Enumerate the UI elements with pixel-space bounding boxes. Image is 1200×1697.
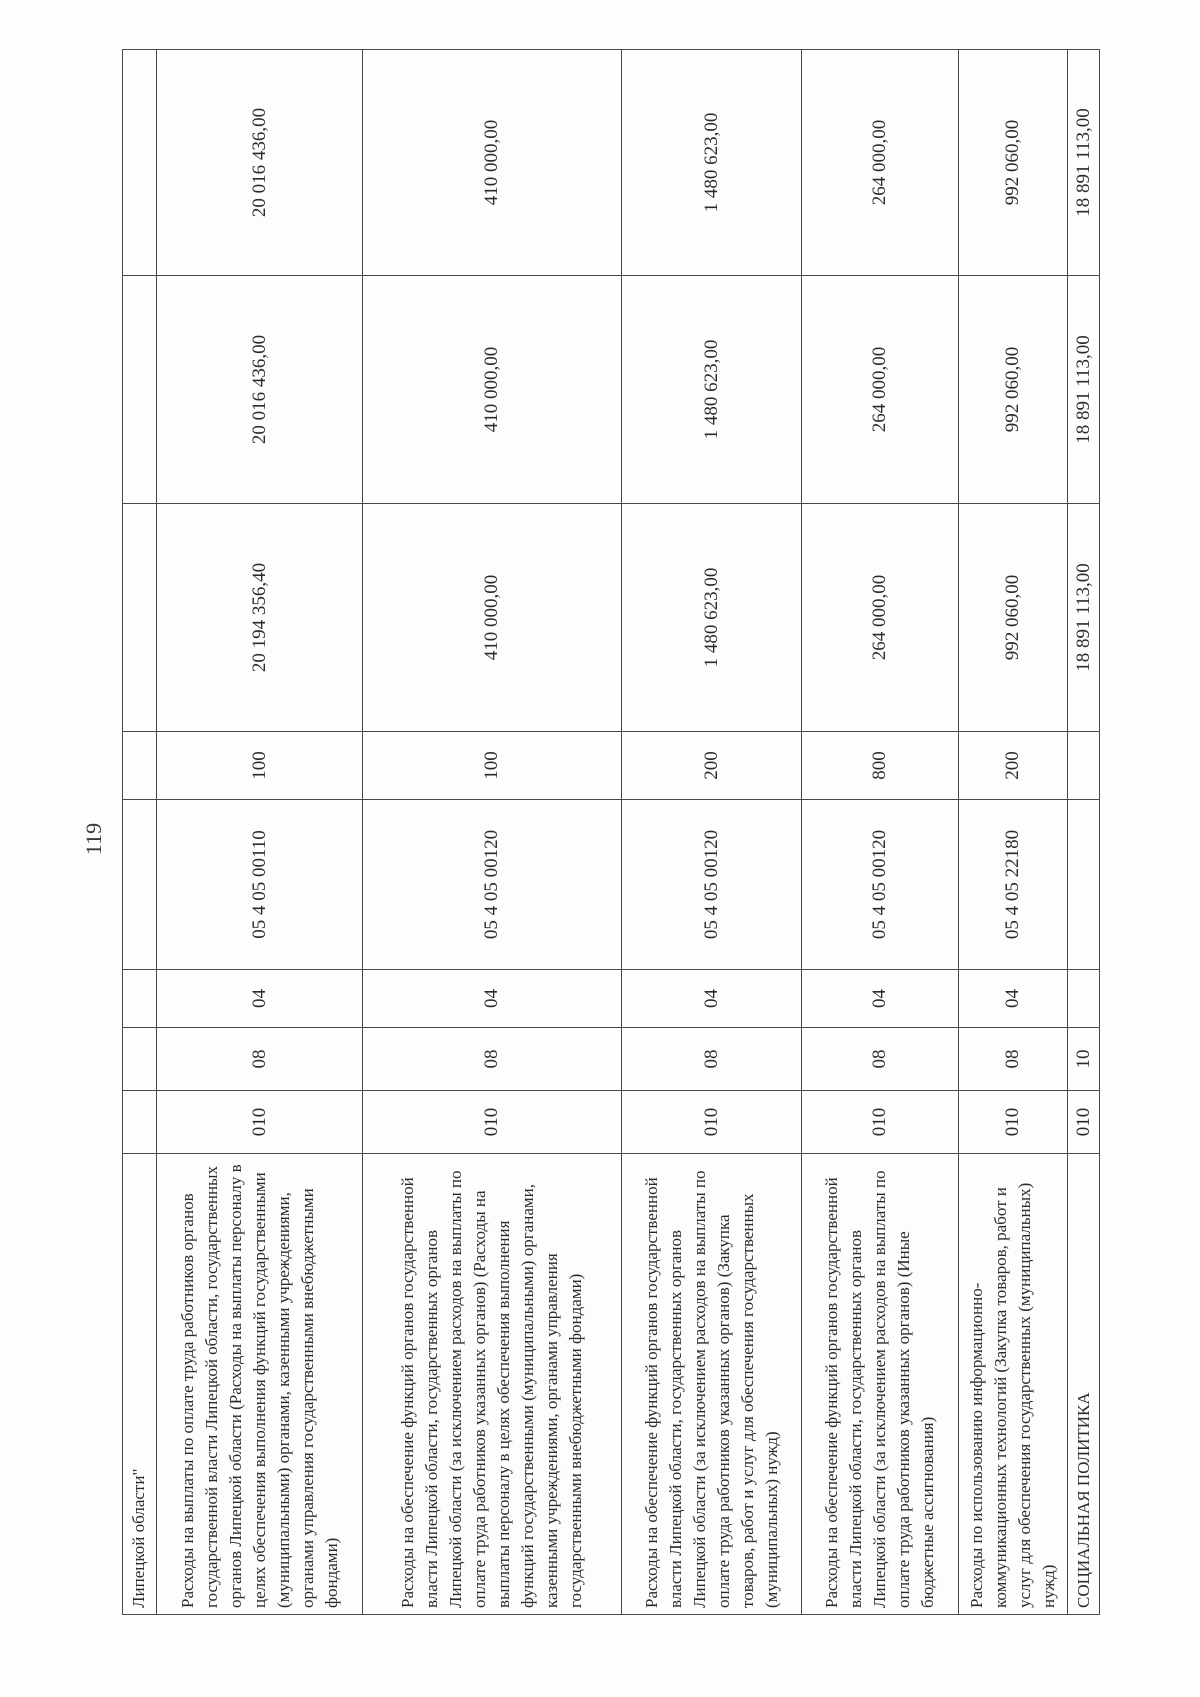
subsection-code <box>1068 970 1100 1028</box>
amount-3: 992 060,00 <box>958 50 1068 276</box>
row-name: Расходы на обеспечение функций органов государственной власти Липецкой области, государственных органов Липецкой области (за исключением расходов на выплаты по оплате труда работников указанных органов) (Иные бюджетные ассигнования) <box>801 1154 958 1615</box>
row-name: СОЦИАЛЬНАЯ ПОЛИТИКА <box>1068 1154 1100 1615</box>
admin-code: 010 <box>156 1091 363 1154</box>
table-row <box>622 50 802 1615</box>
amount-2: 1 480 623,00 <box>622 276 802 504</box>
amount-1: 410 000,00 <box>363 504 622 732</box>
section-code: 08 <box>363 1028 622 1091</box>
admin-code: 010 <box>363 1091 622 1154</box>
admin-code: 010 <box>801 1091 958 1154</box>
row-name: Расходы на обеспечение функций органов государственной власти Липецкой области, государственных органов Липецкой области (за исключением расходов на выплаты по оплате труда работников указанных органов) (Расходы на выплаты персоналу в целях обеспечения выполнения функций государственными (муниципальными) органами, казенными учреждениями, органами управления государственными внебюджетными фондами) <box>363 1154 622 1615</box>
table-row <box>1068 50 1100 1615</box>
expense-type-code: 100 <box>156 732 363 800</box>
table-row <box>363 50 622 1615</box>
expense-type-code <box>123 732 157 800</box>
expense-type-code <box>1068 732 1100 800</box>
target-code: 05 4 05 00120 <box>801 800 958 970</box>
row-name: Расходы по использованию информационно-коммуникационных технологий (Закупка товаров, работ и услуг для обеспечения государственных (муниципальных) нужд) <box>958 1154 1068 1615</box>
expense-type-code: 200 <box>622 732 802 800</box>
amount-1: 992 060,00 <box>958 504 1068 732</box>
expense-type-code: 800 <box>801 732 958 800</box>
amount-2: 20 016 436,00 <box>156 276 363 504</box>
amount-2: 992 060,00 <box>958 276 1068 504</box>
expense-type-code: 100 <box>363 732 622 800</box>
section-code: 08 <box>156 1028 363 1091</box>
rotated-table-container <box>122 50 1100 1615</box>
subsection-code: 04 <box>156 970 363 1028</box>
target-code: 05 4 05 22180 <box>958 800 1068 970</box>
table-row <box>156 50 363 1615</box>
amount-2: 18 891 113,00 <box>1068 276 1100 504</box>
page-number: 119 <box>81 822 106 856</box>
amount-3: 20 016 436,00 <box>156 50 363 276</box>
row-name: Липецкой области" <box>123 1154 157 1615</box>
amount-1: 1 480 623,00 <box>622 504 802 732</box>
amount-2: 264 000,00 <box>801 276 958 504</box>
amount-1: 20 194 356,40 <box>156 504 363 732</box>
amount-3: 410 000,00 <box>363 50 622 276</box>
amount-1: 264 000,00 <box>801 504 958 732</box>
amount-3: 1 480 623,00 <box>622 50 802 276</box>
admin-code: 010 <box>1068 1091 1100 1154</box>
row-name: Расходы на выплаты по оплате труда работников органов государственной власти Липецкой области, государственных органов Липецкой области (Расходы на выплаты персоналу в целях обеспечения выполнения функций государственными (муниципальными) органами, казенными учреждениями, органами управления государственными внебюджетными фондами) <box>156 1154 363 1615</box>
amount-3: 264 000,00 <box>801 50 958 276</box>
subsection-code: 04 <box>958 970 1068 1028</box>
table-row <box>801 50 958 1615</box>
amount-3: 18 891 113,00 <box>1068 50 1100 276</box>
budget-table <box>122 49 1100 1615</box>
section-code: 08 <box>801 1028 958 1091</box>
subsection-code: 04 <box>363 970 622 1028</box>
admin-code: 010 <box>958 1091 1068 1154</box>
section-code: 08 <box>622 1028 802 1091</box>
target-code <box>123 800 157 970</box>
amount-2 <box>123 276 157 504</box>
expense-type-code: 200 <box>958 732 1068 800</box>
amount-1 <box>123 504 157 732</box>
admin-code: 010 <box>622 1091 802 1154</box>
table-row <box>123 50 157 1615</box>
table-row <box>958 50 1068 1615</box>
section-code: 10 <box>1068 1028 1100 1091</box>
section-code <box>123 1028 157 1091</box>
subsection-code: 04 <box>622 970 802 1028</box>
target-code: 05 4 05 00110 <box>156 800 363 970</box>
amount-3 <box>123 50 157 276</box>
subsection-code <box>123 970 157 1028</box>
amount-1: 18 891 113,00 <box>1068 504 1100 732</box>
target-code <box>1068 800 1100 970</box>
subsection-code: 04 <box>801 970 958 1028</box>
row-name: Расходы на обеспечение функций органов государственной власти Липецкой области, государственных органов Липецкой области (за исключением расходов на выплаты по оплате труда работников указанных органов) (Закупка товаров, работ и услуг для обеспечения государственных (муниципальных) нужд) <box>622 1154 802 1615</box>
amount-2: 410 000,00 <box>363 276 622 504</box>
target-code: 05 4 05 00120 <box>363 800 622 970</box>
admin-code <box>123 1091 157 1154</box>
target-code: 05 4 05 00120 <box>622 800 802 970</box>
section-code: 08 <box>958 1028 1068 1091</box>
